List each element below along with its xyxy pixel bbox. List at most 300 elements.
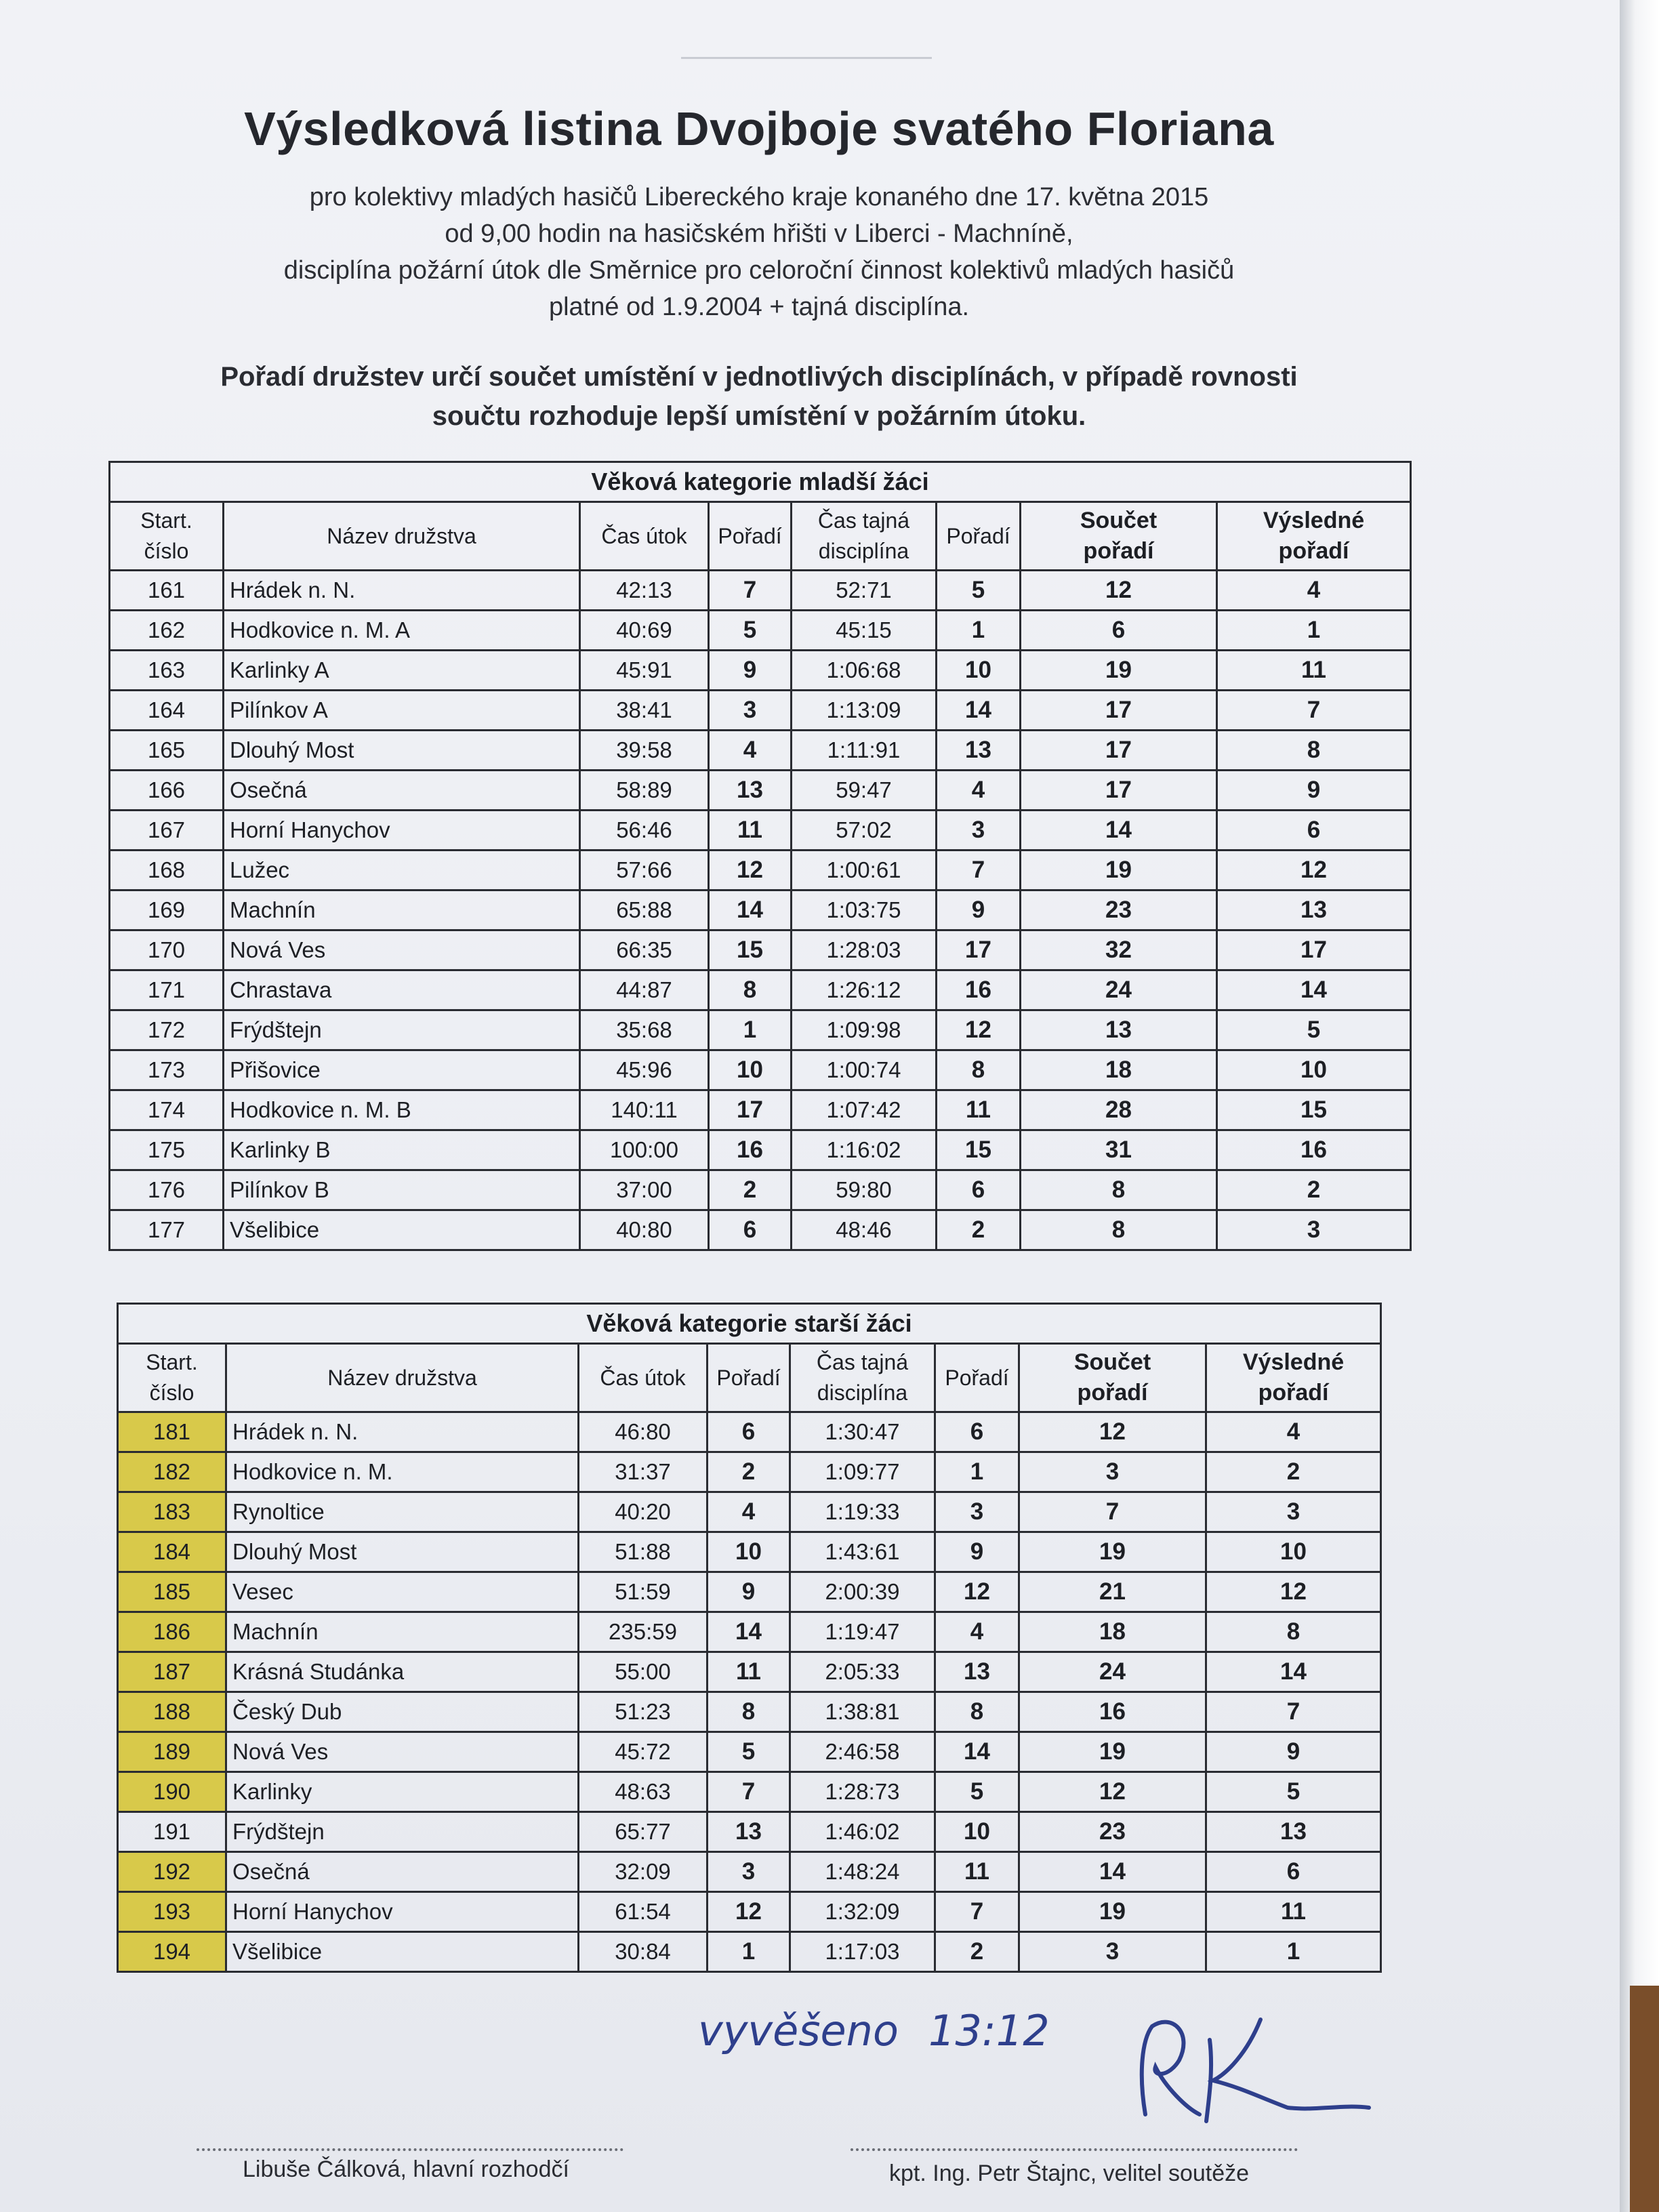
rank-sum-cell: 14 (1019, 1852, 1206, 1892)
attack-rank-cell: 1 (708, 1932, 790, 1972)
attack-rank-cell: 6 (708, 1412, 790, 1452)
attack-rank-cell: 13 (709, 771, 792, 811)
attack-rank-cell: 7 (708, 1772, 790, 1812)
table-row (110, 1170, 1411, 1210)
final-rank-cell: 8 (1217, 731, 1411, 771)
rank-sum-cell: 23 (1019, 1812, 1206, 1852)
attack-time-cell: 40:80 (580, 1210, 709, 1250)
team-name-cell: Horní Hanychov (226, 1892, 579, 1932)
attack-time-cell: 56:46 (580, 811, 709, 851)
background-wall (1630, 1986, 1659, 2212)
final-rank-cell: 1 (1206, 1932, 1381, 1972)
attack-time-cell: 51:59 (579, 1572, 708, 1612)
team-name-cell: Vesec (226, 1572, 579, 1612)
attack-rank-cell: 11 (709, 811, 792, 851)
secret-time-cell: 1:46:02 (790, 1812, 935, 1852)
attack-time-cell: 65:88 (580, 890, 709, 930)
attack-time-cell: 48:63 (579, 1772, 708, 1812)
team-name-cell: Dlouhý Most (226, 1532, 579, 1572)
start-number-cell: 174 (110, 1090, 224, 1130)
rank-sum-cell: 12 (1019, 1412, 1206, 1452)
rank-sum-cell: 3 (1019, 1452, 1206, 1492)
table-row (118, 1852, 1381, 1892)
secret-time-cell: 2:05:33 (790, 1652, 935, 1692)
attack-rank-cell: 12 (709, 851, 792, 890)
attack-rank-cell: 4 (708, 1492, 790, 1532)
secret-rank-cell: 13 (937, 731, 1021, 771)
start-number-cell: 189 (118, 1732, 226, 1772)
signature-line-right (851, 2148, 1298, 2151)
rank-sum-cell: 19 (1021, 651, 1217, 691)
start-number-cell: 177 (110, 1210, 224, 1250)
table-row (110, 890, 1411, 930)
secret-time-cell: 1:26:12 (792, 970, 937, 1010)
final-rank-cell: 14 (1206, 1652, 1381, 1692)
final-rank-cell: 3 (1206, 1492, 1381, 1532)
secret-time-cell: 1:30:47 (790, 1412, 935, 1452)
rank-sum-cell: 24 (1021, 970, 1217, 1010)
team-name-cell: Karlinky (226, 1772, 579, 1812)
team-name-cell: Český Dub (226, 1692, 579, 1732)
secret-rank-cell: 4 (937, 771, 1021, 811)
final-rank-cell: 2 (1206, 1452, 1381, 1492)
final-rank-cell: 12 (1206, 1572, 1381, 1612)
attack-time-cell: 66:35 (580, 930, 709, 970)
col-secret-rank: Pořadí (935, 1344, 1019, 1412)
table-row (110, 571, 1411, 611)
final-rank-cell: 15 (1217, 1090, 1411, 1130)
attack-time-cell: 39:58 (580, 731, 709, 771)
secret-rank-cell: 2 (937, 1210, 1021, 1250)
attack-rank-cell: 9 (708, 1572, 790, 1612)
start-number-cell: 164 (110, 691, 224, 731)
final-rank-cell: 10 (1217, 1050, 1411, 1090)
rank-sum-cell: 18 (1019, 1612, 1206, 1652)
team-name-cell: Karlinky A (224, 651, 580, 691)
table-row (110, 1050, 1411, 1090)
team-name-cell: Osečná (226, 1852, 579, 1892)
rank-sum-cell: 8 (1021, 1210, 1217, 1250)
table-row (118, 1652, 1381, 1692)
col-secret-time: Čas tajná disciplína (792, 502, 937, 571)
start-number-cell: 171 (110, 970, 224, 1010)
attack-rank-cell: 2 (708, 1452, 790, 1492)
page-title: Výsledková listina Dvojboje svatého Floriana (244, 102, 1274, 155)
table-row (110, 1130, 1411, 1170)
start-number-cell: 187 (118, 1652, 226, 1692)
subtitle-line-3: disciplína požární útok dle Směrnice pro celoroční činnost kolektivů mladých hasičů (283, 256, 1235, 285)
attack-rank-cell: 15 (709, 930, 792, 970)
team-name-cell: Nová Ves (224, 930, 580, 970)
start-number-cell: 166 (110, 771, 224, 811)
col-final-rank: Výsledné pořadí (1217, 502, 1411, 571)
team-name-cell: Hodkovice n. M. (226, 1452, 579, 1492)
secret-time-cell: 1:11:91 (792, 731, 937, 771)
team-name-cell: Krásná Studánka (226, 1652, 579, 1692)
col-team-name: Název družstva (224, 502, 580, 571)
secret-time-cell: 1:38:81 (790, 1692, 935, 1732)
attack-time-cell: 45:91 (580, 651, 709, 691)
secret-rank-cell: 11 (935, 1852, 1019, 1892)
team-name-cell: Pilínkov A (224, 691, 580, 731)
attack-rank-cell: 13 (708, 1812, 790, 1852)
secret-rank-cell: 12 (935, 1572, 1019, 1612)
attack-time-cell: 44:87 (580, 970, 709, 1010)
secret-time-cell: 1:43:61 (790, 1532, 935, 1572)
attack-time-cell: 30:84 (579, 1932, 708, 1972)
col-rank-sum: Součet pořadí (1019, 1344, 1206, 1412)
table-row (110, 651, 1411, 691)
start-number-cell: 176 (110, 1170, 224, 1210)
attack-time-cell: 235:59 (579, 1612, 708, 1652)
secret-time-cell: 1:19:47 (790, 1612, 935, 1652)
secret-time-cell: 1:09:77 (790, 1452, 935, 1492)
attack-rank-cell: 8 (708, 1692, 790, 1732)
secret-time-cell: 59:80 (792, 1170, 937, 1210)
secret-rank-cell: 1 (935, 1452, 1019, 1492)
secret-time-cell: 1:00:61 (792, 851, 937, 890)
ranking-rule-line-2: součtu rozhoduje lepší umístění v požárním útoku. (432, 401, 1086, 431)
final-rank-cell: 4 (1206, 1412, 1381, 1452)
secret-rank-cell: 9 (935, 1532, 1019, 1572)
rank-sum-cell: 13 (1021, 1010, 1217, 1050)
col-start-number: Start. číslo (118, 1344, 226, 1412)
handwritten-posted-time: 13:12 (928, 2006, 1050, 2055)
paper-edge (1620, 0, 1659, 2212)
attack-rank-cell: 14 (708, 1612, 790, 1652)
team-name-cell: Frýdštejn (224, 1010, 580, 1050)
secret-rank-cell: 4 (935, 1612, 1019, 1652)
table-row (118, 1612, 1381, 1652)
final-rank-cell: 3 (1217, 1210, 1411, 1250)
table-row (118, 1412, 1381, 1452)
category-heading: Věková kategorie starší žáci (118, 1304, 1381, 1344)
results-table-older (117, 1303, 1382, 1973)
col-attack-time: Čas útok (579, 1344, 708, 1412)
secret-time-cell: 1:00:74 (792, 1050, 937, 1090)
col-secret-time: Čas tajná disciplína (790, 1344, 935, 1412)
rank-sum-cell: 19 (1019, 1732, 1206, 1772)
rank-sum-cell: 24 (1019, 1652, 1206, 1692)
attack-rank-cell: 1 (709, 1010, 792, 1050)
signature-line-left (197, 2148, 623, 2151)
attack-time-cell: 57:66 (580, 851, 709, 890)
secret-rank-cell: 17 (937, 930, 1021, 970)
attack-rank-cell: 7 (709, 571, 792, 611)
start-number-cell: 192 (118, 1852, 226, 1892)
secret-rank-cell: 15 (937, 1130, 1021, 1170)
secret-time-cell: 1:28:73 (790, 1772, 935, 1812)
final-rank-cell: 7 (1206, 1692, 1381, 1732)
rank-sum-cell: 7 (1019, 1492, 1206, 1532)
secret-rank-cell: 7 (935, 1892, 1019, 1932)
col-start-number: Start. číslo (110, 502, 224, 571)
table-row (110, 851, 1411, 890)
secret-rank-cell: 16 (937, 970, 1021, 1010)
rank-sum-cell: 21 (1019, 1572, 1206, 1612)
final-rank-cell: 6 (1206, 1852, 1381, 1892)
secret-rank-cell: 8 (935, 1692, 1019, 1732)
table-row (118, 1692, 1381, 1732)
attack-time-cell: 45:96 (580, 1050, 709, 1090)
team-name-cell: Hodkovice n. M. A (224, 611, 580, 651)
team-name-cell: Nová Ves (226, 1732, 579, 1772)
table-row (118, 1732, 1381, 1772)
attack-time-cell: 46:80 (579, 1412, 708, 1452)
attack-rank-cell: 5 (708, 1732, 790, 1772)
attack-rank-cell: 14 (709, 890, 792, 930)
final-rank-cell: 13 (1217, 890, 1411, 930)
secret-time-cell: 1:06:68 (792, 651, 937, 691)
col-attack-rank: Pořadí (708, 1344, 790, 1412)
attack-time-cell: 45:72 (579, 1732, 708, 1772)
secret-rank-cell: 11 (937, 1090, 1021, 1130)
final-rank-cell: 16 (1217, 1130, 1411, 1170)
team-name-cell: Osečná (224, 771, 580, 811)
secret-rank-cell: 9 (937, 890, 1021, 930)
col-rank-sum: Součet pořadí (1021, 502, 1217, 571)
table-row (118, 1772, 1381, 1812)
table-row (118, 1452, 1381, 1492)
secret-rank-cell: 3 (937, 811, 1021, 851)
handwritten-signature (1125, 2013, 1382, 2128)
attack-rank-cell: 10 (709, 1050, 792, 1090)
table-header-row (118, 1344, 1381, 1412)
secret-time-cell: 59:47 (792, 771, 937, 811)
table-row (118, 1572, 1381, 1612)
secret-rank-cell: 10 (937, 651, 1021, 691)
attack-time-cell: 40:69 (580, 611, 709, 651)
attack-time-cell: 140:11 (580, 1090, 709, 1130)
rank-sum-cell: 17 (1021, 731, 1217, 771)
table-row (110, 611, 1411, 651)
rank-sum-cell: 12 (1019, 1772, 1206, 1812)
secret-time-cell: 1:07:42 (792, 1090, 937, 1130)
signature-label-left: Libuše Čálková, hlavní rozhodčí (243, 2156, 569, 2182)
attack-time-cell: 42:13 (580, 571, 709, 611)
attack-rank-cell: 5 (709, 611, 792, 651)
table-row (110, 1090, 1411, 1130)
start-number-cell: 193 (118, 1892, 226, 1932)
col-final-rank: Výsledné pořadí (1206, 1344, 1381, 1412)
secret-time-cell: 1:16:02 (792, 1130, 937, 1170)
results-table-younger (108, 461, 1412, 1251)
attack-time-cell: 61:54 (579, 1892, 708, 1932)
rank-sum-cell: 31 (1021, 1130, 1217, 1170)
secret-rank-cell: 6 (935, 1412, 1019, 1452)
attack-rank-cell: 17 (709, 1090, 792, 1130)
rank-sum-cell: 14 (1021, 811, 1217, 851)
final-rank-cell: 7 (1217, 691, 1411, 731)
start-number-cell: 168 (110, 851, 224, 890)
rank-sum-cell: 12 (1021, 571, 1217, 611)
attack-rank-cell: 6 (709, 1210, 792, 1250)
start-number-cell: 182 (118, 1452, 226, 1492)
secret-time-cell: 1:17:03 (790, 1932, 935, 1972)
attack-rank-cell: 3 (709, 691, 792, 731)
start-number-cell: 194 (118, 1932, 226, 1972)
attack-time-cell: 37:00 (580, 1170, 709, 1210)
table-row (118, 1492, 1381, 1532)
table-row (110, 930, 1411, 970)
secret-time-cell: 1:48:24 (790, 1852, 935, 1892)
start-number-cell: 165 (110, 731, 224, 771)
handwritten-posted-note: vyvěšeno (698, 2006, 899, 2055)
attack-rank-cell: 10 (708, 1532, 790, 1572)
attack-time-cell: 100:00 (580, 1130, 709, 1170)
team-name-cell: Hodkovice n. M. B (224, 1090, 580, 1130)
attack-rank-cell: 11 (708, 1652, 790, 1692)
secret-time-cell: 1:09:98 (792, 1010, 937, 1050)
secret-time-cell: 1:03:75 (792, 890, 937, 930)
team-name-cell: Rynoltice (226, 1492, 579, 1532)
attack-time-cell: 32:09 (579, 1852, 708, 1892)
team-name-cell: Chrastava (224, 970, 580, 1010)
attack-rank-cell: 3 (708, 1852, 790, 1892)
top-line (681, 57, 932, 59)
attack-rank-cell: 4 (709, 731, 792, 771)
attack-time-cell: 51:88 (579, 1532, 708, 1572)
secret-time-cell: 52:71 (792, 571, 937, 611)
start-number-cell: 190 (118, 1772, 226, 1812)
secret-rank-cell: 13 (935, 1652, 1019, 1692)
table-row (110, 970, 1411, 1010)
team-name-cell: Machnín (224, 890, 580, 930)
secret-time-cell: 48:46 (792, 1210, 937, 1250)
subtitle-line-4: platné od 1.9.2004 + tajná disciplína. (548, 293, 970, 321)
final-rank-cell: 4 (1217, 571, 1411, 611)
final-rank-cell: 5 (1217, 1010, 1411, 1050)
team-name-cell: Frýdštejn (226, 1812, 579, 1852)
category-heading: Věková kategorie mladší žáci (110, 462, 1411, 502)
table-row (110, 771, 1411, 811)
secret-rank-cell: 12 (937, 1010, 1021, 1050)
final-rank-cell: 9 (1206, 1732, 1381, 1772)
rank-sum-cell: 19 (1019, 1532, 1206, 1572)
table-row (110, 1010, 1411, 1050)
final-rank-cell: 1 (1217, 611, 1411, 651)
secret-rank-cell: 7 (937, 851, 1021, 890)
attack-time-cell: 40:20 (579, 1492, 708, 1532)
final-rank-cell: 2 (1217, 1170, 1411, 1210)
final-rank-cell: 14 (1217, 970, 1411, 1010)
start-number-cell: 191 (118, 1812, 226, 1852)
subtitle-line-2: od 9,00 hodin na hasičském hřišti v Liberci - Machníně, (445, 220, 1073, 248)
secret-rank-cell: 6 (937, 1170, 1021, 1210)
team-name-cell: Všelibice (224, 1210, 580, 1250)
secret-rank-cell: 2 (935, 1932, 1019, 1972)
start-number-cell: 162 (110, 611, 224, 651)
rank-sum-cell: 17 (1021, 771, 1217, 811)
team-name-cell: Hrádek n. N. (224, 571, 580, 611)
start-number-cell: 170 (110, 930, 224, 970)
secret-rank-cell: 14 (935, 1732, 1019, 1772)
final-rank-cell: 11 (1217, 651, 1411, 691)
final-rank-cell: 8 (1206, 1612, 1381, 1652)
start-number-cell: 186 (118, 1612, 226, 1652)
secret-time-cell: 1:28:03 (792, 930, 937, 970)
attack-time-cell: 65:77 (579, 1812, 708, 1852)
attack-rank-cell: 16 (709, 1130, 792, 1170)
secret-rank-cell: 3 (935, 1492, 1019, 1532)
attack-time-cell: 35:68 (580, 1010, 709, 1050)
team-name-cell: Lužec (224, 851, 580, 890)
rank-sum-cell: 19 (1021, 851, 1217, 890)
attack-time-cell: 55:00 (579, 1652, 708, 1692)
final-rank-cell: 17 (1217, 930, 1411, 970)
final-rank-cell: 9 (1217, 771, 1411, 811)
rank-sum-cell: 6 (1021, 611, 1217, 651)
start-number-cell: 175 (110, 1130, 224, 1170)
secret-time-cell: 2:00:39 (790, 1572, 935, 1612)
attack-rank-cell: 12 (708, 1892, 790, 1932)
col-secret-rank: Pořadí (937, 502, 1021, 571)
rank-sum-cell: 8 (1021, 1170, 1217, 1210)
secret-rank-cell: 8 (937, 1050, 1021, 1090)
rank-sum-cell: 23 (1021, 890, 1217, 930)
col-attack-rank: Pořadí (709, 502, 792, 571)
table-row (118, 1812, 1381, 1852)
secret-time-cell: 1:32:09 (790, 1892, 935, 1932)
rank-sum-cell: 28 (1021, 1090, 1217, 1130)
team-name-cell: Všelibice (226, 1932, 579, 1972)
secret-time-cell: 57:02 (792, 811, 937, 851)
start-number-cell: 185 (118, 1572, 226, 1612)
table-header-row (110, 502, 1411, 571)
secret-time-cell: 1:13:09 (792, 691, 937, 731)
start-number-cell: 167 (110, 811, 224, 851)
col-attack-time: Čas útok (580, 502, 709, 571)
rank-sum-cell: 17 (1021, 691, 1217, 731)
final-rank-cell: 5 (1206, 1772, 1381, 1812)
start-number-cell: 181 (118, 1412, 226, 1452)
attack-time-cell: 38:41 (580, 691, 709, 731)
team-name-cell: Machnín (226, 1612, 579, 1652)
rank-sum-cell: 3 (1019, 1932, 1206, 1972)
secret-rank-cell: 14 (937, 691, 1021, 731)
rank-sum-cell: 16 (1019, 1692, 1206, 1732)
final-rank-cell: 12 (1217, 851, 1411, 890)
table-row (110, 811, 1411, 851)
start-number-cell: 169 (110, 890, 224, 930)
secret-rank-cell: 5 (935, 1772, 1019, 1812)
final-rank-cell: 11 (1206, 1892, 1381, 1932)
start-number-cell: 183 (118, 1492, 226, 1532)
ranking-rule-line-1: Pořadí družstev určí součet umístění v jednotlivých disciplínách, v případě rovnosti (220, 362, 1298, 392)
rank-sum-cell: 19 (1019, 1892, 1206, 1932)
secret-rank-cell: 1 (937, 611, 1021, 651)
attack-rank-cell: 9 (709, 651, 792, 691)
table-row (110, 731, 1411, 771)
secret-rank-cell: 5 (937, 571, 1021, 611)
team-name-cell: Dlouhý Most (224, 731, 580, 771)
start-number-cell: 172 (110, 1010, 224, 1050)
team-name-cell: Přišovice (224, 1050, 580, 1090)
secret-time-cell: 45:15 (792, 611, 937, 651)
secret-time-cell: 1:19:33 (790, 1492, 935, 1532)
start-number-cell: 184 (118, 1532, 226, 1572)
attack-rank-cell: 2 (709, 1170, 792, 1210)
attack-time-cell: 58:89 (580, 771, 709, 811)
signature-label-right: kpt. Ing. Petr Štajnc, velitel soutěže (889, 2160, 1250, 2186)
secret-time-cell: 2:46:58 (790, 1732, 935, 1772)
final-rank-cell: 13 (1206, 1812, 1381, 1852)
start-number-cell: 163 (110, 651, 224, 691)
rank-sum-cell: 32 (1021, 930, 1217, 970)
attack-rank-cell: 8 (709, 970, 792, 1010)
secret-rank-cell: 10 (935, 1812, 1019, 1852)
col-team-name: Název družstva (226, 1344, 579, 1412)
